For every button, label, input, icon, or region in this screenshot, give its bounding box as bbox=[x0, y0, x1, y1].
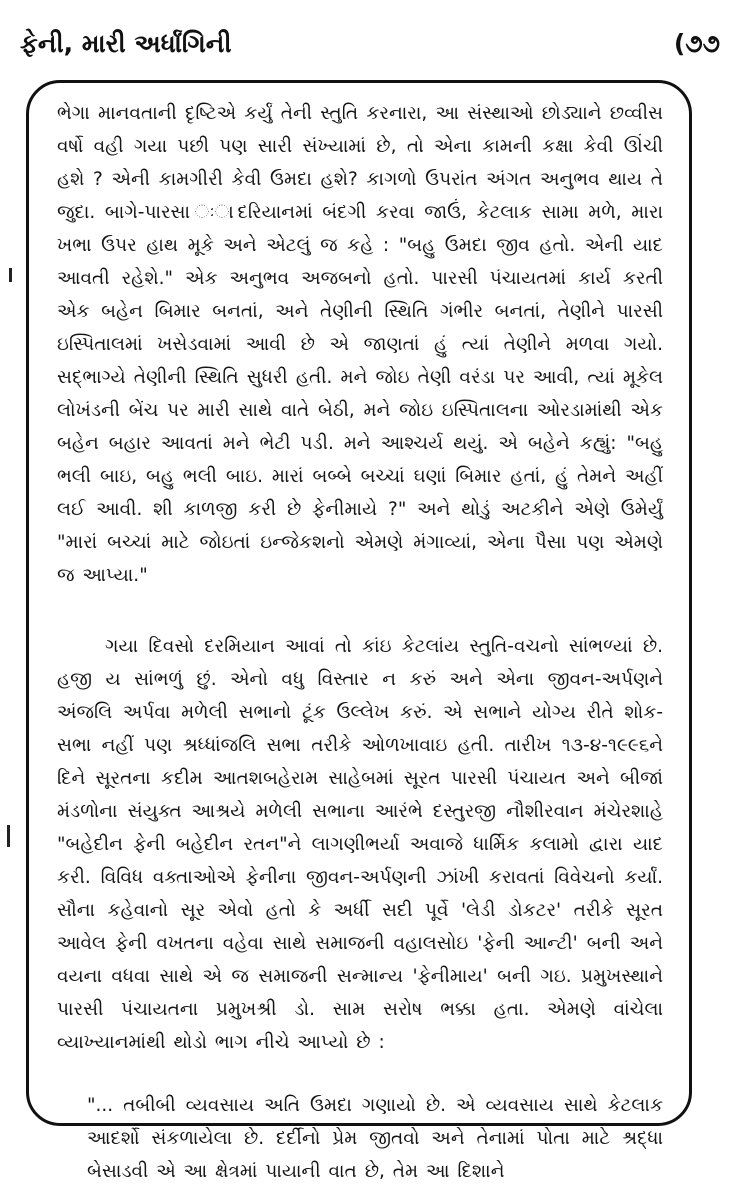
text-frame bbox=[26, 80, 692, 1182]
paragraph-1: ભેગા માનવતાની દૃષ્ટિએ કર્યું તેની સ્તુતિ કરનારા, આ સંસ્થાઓ છોડ્યાને છવ્વીસ વર્ષો વહી ગયા પછી પણ સારી સંખ્યામાં છે, તો એના કામની કક્ષા કેવી ઊંચી હશે ? એની કામગીરી કેવી ઉમદા હશે? કાગળો ઉપરાંત અંગત અનુભવ થાય તે જુદા. બાગે-પારસા ઃાદરિયાનમાં બંદગી કરવા જાઉં, કેટલાક સામા મળે, મારા ખભા ઉપર હાથ મૂકે અને એટલું જ કહે : "બહુ ઉમદા જીવ હતો. એની યાદ આવતી રહેશે." એક અનુભવ અજબનો હતો. પારસી પંચાયતમાં કાર્ય કરતી એક બહેન બિમાર બનતાં, અને તેણીની સ્થિતિ ગંભીર બનતાં, તેણીને પારસી ઇસ્પિતાલમાં ખસેડવામાં આવી છે એ જાણતાં હું ત્યાં તેણીને મળવા ગયો. સદ્ભાગ્યે તેણીની સ્થિતિ સુધરી હતી. મને જોઇ તેણી વરંડા પર આવી, ત્યાં મૂકેલ લોખંડની બેંચ પર મારી સાથે વાતે બેઠી, મને જોઇ ઇસ્પિતાલના ઓરડામાંથી એક બહેન બહાર આવતાં મને ભેટી પડી. મને આશ્ચર્ય થયું. એ બહેને કહ્યું: "બહુ ભલી બાઇ, બહુ ભલી બાઇ. મારાં બબ્બે બચ્ચાં ઘણાં બિમાર હતાં, હું તેમને અહીં લઈ આવી. શી કાળજી કરી છે ફેનીમાયે ?" અને થોડું અટકીને એણે ઉમેર્યું "મારાં બચ્ચાં માટે જોઇતાં ઇન્જેકશનો એમણે મંગાવ્યાં, એના પૈસા પણ એમણે જ આપ્યા." bbox=[57, 103, 663, 586]
paragraph-2: ગયા દિવસો દરમિયાન આવાં તો કાંઇ કેટલાંય સ્તુતિ-વચનો સાંભળ્યાં છે. હજી ય સાંભળું છું. એનો વધુ વિસ્તાર ન કરું અને એના જીવન-અર્પણને અંજલિ અર્પવા મળેલી સભાનો ટૂંક ઉલ્લેખ કરું. એ સભાને યોગ્ય રીતે શોક-સભા નહીં પણ શ્રધ્ધાંજલિ સભા તરીકે ઓળખાવાઇ હતી. તારીખ ૧૩-૪-૧૯૯૬ને દિને સૂરતના કદીમ આતશબહેરામ સાહેબમાં સૂરત પારસી પંચાયત અને બીજાં મંડળોના સંયુક્ત આશ્રયે મળેલી સભાના આરંભે દસ્તુરજી નૌશીરવાન મંચેરશાહે "બહેદીન ફેની બહેદીન રતન"ને લાગણીભર્યા અવાજે ધાર્મિક કલામો દ્વારા યાદ કરી. વિવિધ વક્તાઓએ ફેનીના જીવન-અર્પણની ઝાંખી કરાવતાં વિવેચનો કર્યાં. સૌના કહેવાનો સૂર એવો હતો કે અર્ધી સદી પૂર્વે 'લેડી ડોકટર' તરીકે સૂરત આવેલ ફેની વખતના વહેવા સાથે સમાજની વહાલસોઇ 'ફેની આન્ટી' બની અને વયના વધવા સાથે એ જ સમાજની સન્માન્ય 'ફેનીમાય' બની ગઇ. પ્રમુખસ્થાને પારસી પંચાયતના પ્રમુખશ્રી ડો. સામ સરોષ ભક્કા હતા. એમણે વાંચેલા વ્યાખ્યાનમાંથી થોડો ભાગ નીચે આપ્યો છે : bbox=[57, 636, 663, 1053]
page-header bbox=[20, 22, 720, 66]
page-number: (૭૭ bbox=[673, 29, 720, 58]
page-body bbox=[57, 97, 663, 1182]
margin-mark bbox=[9, 268, 12, 282]
running-title: ફેની, મારી અર્ધાંગિની bbox=[20, 29, 232, 58]
margin-mark bbox=[7, 825, 10, 847]
block-quote: "... તબીબી વ્યવસાય અતિ ઉમદા ગણાયો છે. એ વ્યવસાય સાથે કેટલાક આદર્શો સંકળાયેલા છે. દર્દીનો પ્રેમ જીતવો અને તેનામાં પોતા માટે શ્રદ્ધા બેસાડવી એ આ ક્ષેત્રમાં પાયાની વાત છે, તેમ આ દિશાને bbox=[87, 1095, 663, 1182]
